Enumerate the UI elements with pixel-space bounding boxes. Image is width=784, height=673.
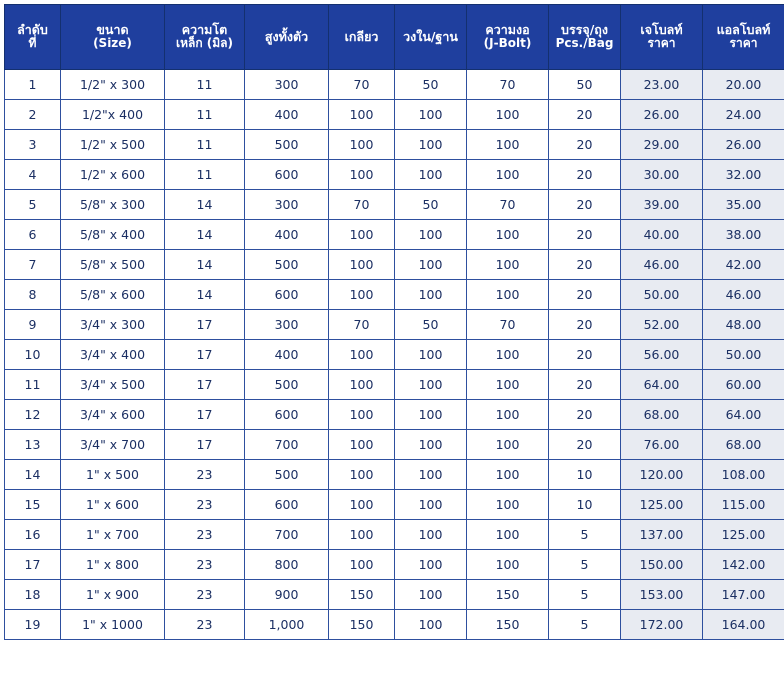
- table-cell: 3/4" x 600: [61, 400, 165, 430]
- table-cell: 26.00: [703, 130, 784, 160]
- table-row: [5, 130, 784, 160]
- table-cell: 1" x 900: [61, 580, 165, 610]
- column-header-5: [395, 5, 467, 70]
- table-cell: 23: [165, 460, 245, 490]
- table-cell: 500: [245, 130, 329, 160]
- table-cell: 70: [329, 310, 395, 340]
- table-cell: 164.00: [703, 610, 784, 640]
- table-cell: 23: [165, 580, 245, 610]
- column-header-line1: บรรจุ/ถุง: [561, 22, 608, 38]
- table-cell: 1" x 500: [61, 460, 165, 490]
- table-row: [5, 550, 784, 580]
- table-cell: 3/4" x 400: [61, 340, 165, 370]
- table-cell: 23: [165, 550, 245, 580]
- table-cell: 100: [395, 490, 467, 520]
- column-header-6: [467, 5, 549, 70]
- table-cell: 100: [395, 370, 467, 400]
- table-cell: 100: [329, 400, 395, 430]
- table-cell: 17: [165, 340, 245, 370]
- column-header-3: [245, 5, 329, 70]
- table-cell: 500: [245, 370, 329, 400]
- table-cell: 20: [549, 310, 621, 340]
- table-cell: 300: [245, 70, 329, 100]
- table-cell: 100: [395, 160, 467, 190]
- table-cell: 700: [245, 430, 329, 460]
- table-cell: 100: [467, 520, 549, 550]
- column-header-line2: ราคา: [647, 36, 676, 51]
- table-cell: 700: [245, 520, 329, 550]
- table-cell: 70: [467, 70, 549, 100]
- table-cell: 11: [165, 160, 245, 190]
- table-cell: 20.00: [703, 70, 784, 100]
- table-cell: 100: [467, 220, 549, 250]
- table-cell: 14: [165, 190, 245, 220]
- table-row: [5, 520, 784, 550]
- table-row: [5, 430, 784, 460]
- table-cell: 10: [549, 460, 621, 490]
- table-cell: 500: [245, 460, 329, 490]
- table-cell: 100: [395, 340, 467, 370]
- table-cell: 100: [467, 550, 549, 580]
- table-cell: 100: [329, 130, 395, 160]
- table-cell: 100: [329, 490, 395, 520]
- table-cell: 4: [5, 160, 61, 190]
- table-cell: 23: [165, 520, 245, 550]
- table-row: [5, 250, 784, 280]
- table-cell: 20: [549, 100, 621, 130]
- table-cell: 100: [329, 550, 395, 580]
- table-cell: 50.00: [621, 280, 703, 310]
- table-cell: 100: [467, 250, 549, 280]
- column-header-line2: (J-Bolt): [483, 36, 532, 51]
- column-header-line1: ความงอ: [485, 22, 530, 38]
- table-cell: 8: [5, 280, 61, 310]
- table-cell: 600: [245, 400, 329, 430]
- table-cell: 20: [549, 370, 621, 400]
- table-cell: 5/8" x 500: [61, 250, 165, 280]
- table-cell: 100: [395, 460, 467, 490]
- table-cell: 100: [395, 280, 467, 310]
- table-cell: 23: [165, 610, 245, 640]
- table-cell: 70: [467, 190, 549, 220]
- table-cell: 1" x 1000: [61, 610, 165, 640]
- column-header-line1: แอลโบลท์: [716, 22, 771, 38]
- table-cell: 17: [165, 430, 245, 460]
- header-row: [5, 5, 784, 70]
- column-header-0: [5, 5, 61, 70]
- table-cell: 70: [467, 310, 549, 340]
- table-row: [5, 460, 784, 490]
- table-cell: 18: [5, 580, 61, 610]
- table-cell: 100: [467, 340, 549, 370]
- table-cell: 100: [329, 280, 395, 310]
- table-cell: 11: [165, 70, 245, 100]
- table-cell: 142.00: [703, 550, 784, 580]
- table-cell: 5: [549, 610, 621, 640]
- table-cell: 300: [245, 190, 329, 220]
- table-cell: 1/2" x 600: [61, 160, 165, 190]
- table-cell: 5/8" x 300: [61, 190, 165, 220]
- table-cell: 100: [395, 550, 467, 580]
- table-cell: 50: [395, 310, 467, 340]
- table-cell: 19: [5, 610, 61, 640]
- table-cell: 100: [329, 460, 395, 490]
- table-cell: 14: [165, 280, 245, 310]
- column-header-line1: ลำดับ: [17, 22, 48, 38]
- table-cell: 100: [395, 580, 467, 610]
- table-cell: 1" x 800: [61, 550, 165, 580]
- column-header-7: [549, 5, 621, 70]
- column-header-line2: Pcs./Bag: [555, 36, 614, 51]
- table-cell: 52.00: [621, 310, 703, 340]
- column-header-line2: ที่: [28, 36, 37, 51]
- table-cell: 5: [549, 550, 621, 580]
- table-cell: 20: [549, 400, 621, 430]
- table-cell: 64.00: [703, 400, 784, 430]
- table-cell: 125.00: [621, 490, 703, 520]
- table-cell: 600: [245, 490, 329, 520]
- table-cell: 150.00: [621, 550, 703, 580]
- table-cell: 56.00: [621, 340, 703, 370]
- table-cell: 100: [329, 520, 395, 550]
- table-cell: 23: [165, 490, 245, 520]
- column-header-line2: (Size): [93, 36, 132, 51]
- table-cell: 35.00: [703, 190, 784, 220]
- table-cell: 14: [165, 220, 245, 250]
- table-cell: 13: [5, 430, 61, 460]
- table-cell: 70: [329, 70, 395, 100]
- table-cell: 100: [395, 220, 467, 250]
- table-cell: 10: [549, 490, 621, 520]
- table-cell: 1/2" x 500: [61, 130, 165, 160]
- table-cell: 100: [329, 430, 395, 460]
- table-cell: 15: [5, 490, 61, 520]
- table-cell: 11: [5, 370, 61, 400]
- table-cell: 20: [549, 340, 621, 370]
- table-cell: 172.00: [621, 610, 703, 640]
- table-cell: 100: [467, 460, 549, 490]
- table-cell: 900: [245, 580, 329, 610]
- table-cell: 23.00: [621, 70, 703, 100]
- table-cell: 100: [395, 250, 467, 280]
- table-row: [5, 310, 784, 340]
- table-cell: 24.00: [703, 100, 784, 130]
- table-cell: 100: [467, 130, 549, 160]
- table-cell: 100: [329, 100, 395, 130]
- table-cell: 147.00: [703, 580, 784, 610]
- table-cell: 50: [395, 190, 467, 220]
- table-row: [5, 220, 784, 250]
- table-cell: 1/2"x 400: [61, 100, 165, 130]
- table-row: [5, 580, 784, 610]
- table-cell: 120.00: [621, 460, 703, 490]
- table-cell: 100: [395, 520, 467, 550]
- column-header-line1: วงใน/ฐาน: [403, 29, 458, 44]
- table-cell: 12: [5, 400, 61, 430]
- table-cell: 125.00: [703, 520, 784, 550]
- table-cell: 17: [165, 370, 245, 400]
- column-header-line1: เกลียว: [344, 29, 379, 44]
- table-cell: 11: [165, 100, 245, 130]
- table-cell: 100: [467, 100, 549, 130]
- table-cell: 50: [395, 70, 467, 100]
- table-cell: 3/4" x 500: [61, 370, 165, 400]
- table-cell: 10: [5, 340, 61, 370]
- table-cell: 108.00: [703, 460, 784, 490]
- table-row: [5, 190, 784, 220]
- table-cell: 137.00: [621, 520, 703, 550]
- table-row: [5, 100, 784, 130]
- bolt-price-table: [4, 4, 784, 640]
- table-cell: 20: [549, 250, 621, 280]
- table-cell: 68.00: [703, 430, 784, 460]
- column-header-4: [329, 5, 395, 70]
- table-cell: 20: [549, 280, 621, 310]
- table-cell: 48.00: [703, 310, 784, 340]
- table-cell: 100: [395, 400, 467, 430]
- table-cell: 100: [329, 250, 395, 280]
- table-cell: 400: [245, 100, 329, 130]
- table-cell: 20: [549, 130, 621, 160]
- table-cell: 100: [467, 280, 549, 310]
- table-cell: 5: [549, 580, 621, 610]
- table-row: [5, 160, 784, 190]
- table-cell: 153.00: [621, 580, 703, 610]
- table-cell: 6: [5, 220, 61, 250]
- table-cell: 100: [395, 130, 467, 160]
- table-cell: 3/4" x 300: [61, 310, 165, 340]
- table-cell: 3: [5, 130, 61, 160]
- table-cell: 115.00: [703, 490, 784, 520]
- table-cell: 14: [5, 460, 61, 490]
- table-cell: 150: [329, 610, 395, 640]
- column-header-2: [165, 5, 245, 70]
- table-cell: 20: [549, 190, 621, 220]
- table-cell: 100: [467, 400, 549, 430]
- table-cell: 20: [549, 220, 621, 250]
- table-cell: 42.00: [703, 250, 784, 280]
- table-cell: 32.00: [703, 160, 784, 190]
- column-header-line1: เจโบลท์: [640, 22, 683, 38]
- table-cell: 100: [467, 430, 549, 460]
- table-cell: 11: [165, 130, 245, 160]
- table-cell: 1,000: [245, 610, 329, 640]
- table-cell: 3/4" x 700: [61, 430, 165, 460]
- column-header-9: [703, 5, 784, 70]
- table-cell: 400: [245, 340, 329, 370]
- column-header-line1: สูงทั้งตัว: [264, 29, 309, 44]
- table-cell: 7: [5, 250, 61, 280]
- table-cell: 50.00: [703, 340, 784, 370]
- table-row: [5, 70, 784, 100]
- table-cell: 600: [245, 280, 329, 310]
- table-cell: 100: [395, 100, 467, 130]
- table-cell: 9: [5, 310, 61, 340]
- column-header-1: [61, 5, 165, 70]
- table-cell: 150: [467, 610, 549, 640]
- table-cell: 500: [245, 250, 329, 280]
- table-row: [5, 340, 784, 370]
- table-cell: 30.00: [621, 160, 703, 190]
- column-header-line1: ขนาด: [96, 22, 129, 38]
- table-cell: 150: [329, 580, 395, 610]
- table-cell: 100: [329, 220, 395, 250]
- table-cell: 29.00: [621, 130, 703, 160]
- table-cell: 1" x 600: [61, 490, 165, 520]
- table-cell: 50: [549, 70, 621, 100]
- table-cell: 5/8" x 400: [61, 220, 165, 250]
- table-cell: 14: [165, 250, 245, 280]
- column-header-line1: ความโต: [181, 22, 228, 38]
- table-cell: 68.00: [621, 400, 703, 430]
- table-cell: 76.00: [621, 430, 703, 460]
- table-cell: 46.00: [621, 250, 703, 280]
- table-cell: 40.00: [621, 220, 703, 250]
- table-row: [5, 610, 784, 640]
- table-cell: 26.00: [621, 100, 703, 130]
- table-cell: 5: [5, 190, 61, 220]
- table-cell: 17: [165, 400, 245, 430]
- table-cell: 5: [549, 520, 621, 550]
- table-cell: 20: [549, 160, 621, 190]
- table-cell: 1: [5, 70, 61, 100]
- table-cell: 16: [5, 520, 61, 550]
- table-cell: 64.00: [621, 370, 703, 400]
- column-header-line2: ราคา: [729, 36, 758, 51]
- table-row: [5, 400, 784, 430]
- table-cell: 1/2" x 300: [61, 70, 165, 100]
- table-cell: 100: [395, 610, 467, 640]
- table-row: [5, 370, 784, 400]
- table-cell: 1" x 700: [61, 520, 165, 550]
- table-cell: 60.00: [703, 370, 784, 400]
- table-cell: 100: [395, 430, 467, 460]
- table-cell: 39.00: [621, 190, 703, 220]
- table-cell: 100: [467, 370, 549, 400]
- table-cell: 2: [5, 100, 61, 130]
- table-cell: 17: [5, 550, 61, 580]
- table-cell: 17: [165, 310, 245, 340]
- table-cell: 100: [329, 340, 395, 370]
- table-cell: 100: [329, 370, 395, 400]
- table-cell: 300: [245, 310, 329, 340]
- table-cell: 100: [467, 490, 549, 520]
- table-cell: 46.00: [703, 280, 784, 310]
- table-cell: 38.00: [703, 220, 784, 250]
- table-cell: 100: [467, 160, 549, 190]
- table-cell: 20: [549, 430, 621, 460]
- table-cell: 5/8" x 600: [61, 280, 165, 310]
- table-cell: 100: [329, 160, 395, 190]
- table-cell: 70: [329, 190, 395, 220]
- table-row: [5, 490, 784, 520]
- column-header-8: [621, 5, 703, 70]
- table-cell: 400: [245, 220, 329, 250]
- table-header: [5, 5, 784, 70]
- table-cell: 800: [245, 550, 329, 580]
- column-header-line2: เหล็ก (มิล): [175, 36, 234, 51]
- table-body: [5, 70, 784, 640]
- table-row: [5, 280, 784, 310]
- table-cell: 600: [245, 160, 329, 190]
- table-cell: 150: [467, 580, 549, 610]
